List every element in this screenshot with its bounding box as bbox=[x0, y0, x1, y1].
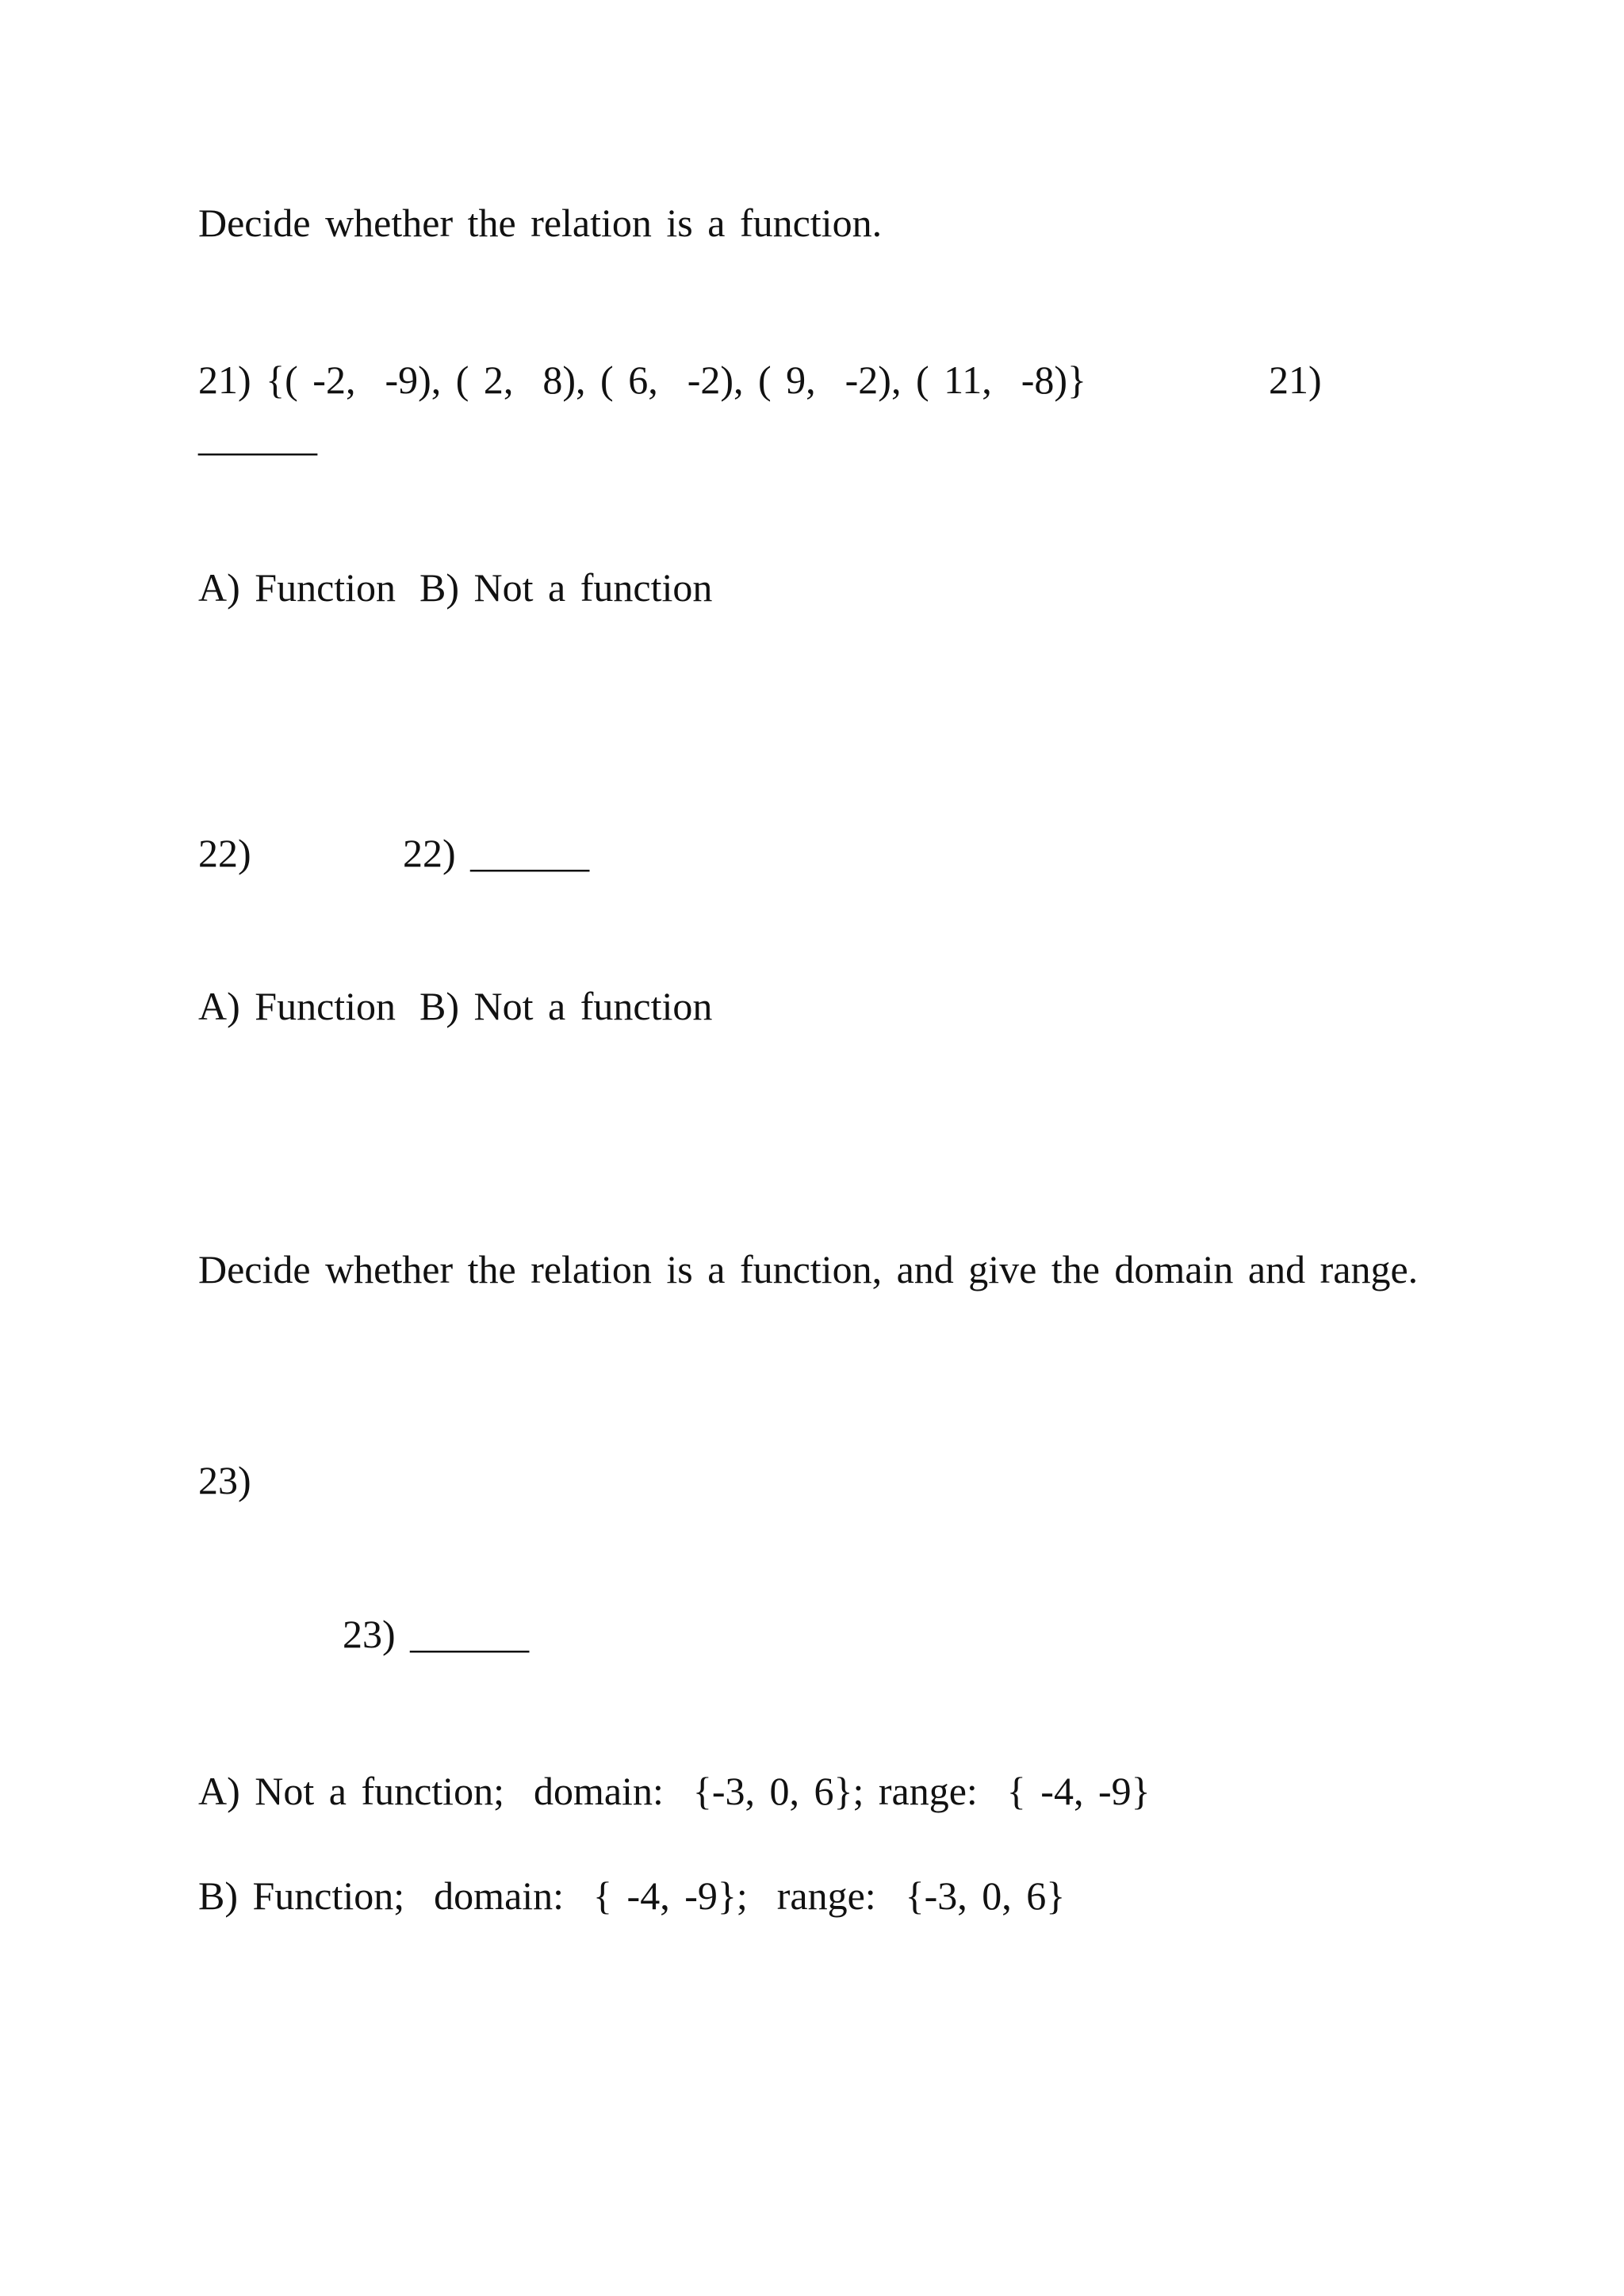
section-instructions: Decide whether the relation is a function, and give the domain and range. bbox=[198, 1247, 1419, 1292]
answer-blank: ______ bbox=[470, 831, 590, 875]
question-number: 23) bbox=[198, 1458, 251, 1502]
answer-options-22 bbox=[198, 982, 712, 1031]
option-b: B) Not a function bbox=[419, 984, 713, 1028]
answer-options-21 bbox=[198, 563, 712, 612]
option-a: A) Not a function; domain: {-3, 0, 6}; range: { -4, -9} bbox=[198, 1769, 1151, 1813]
option-a: A) Function bbox=[198, 984, 396, 1028]
option-b: B) Not a function bbox=[419, 565, 713, 610]
answer-label: 23) bbox=[343, 1612, 396, 1656]
answer-line-23 bbox=[343, 1609, 529, 1659]
option-b: B) Function; domain: { -4, -9}; range: {-3, 0, 6} bbox=[198, 1873, 1066, 1918]
section-instructions: Decide whether the relation is a function. bbox=[198, 201, 883, 245]
answer-line-22 bbox=[403, 828, 589, 878]
option-a: A) Function bbox=[198, 565, 396, 610]
question-number: 22) bbox=[198, 831, 251, 875]
answer-label: 22) bbox=[403, 831, 456, 875]
question-21 bbox=[198, 355, 1086, 404]
answer-label: 21) bbox=[1269, 358, 1322, 402]
relation-set: {( -2, -9), ( 2, 8), ( 6, -2), ( 9, -2), ( 11, -8)} bbox=[266, 358, 1087, 402]
answer-blank: ______ bbox=[410, 1612, 530, 1656]
question-number: 21) bbox=[198, 358, 251, 402]
answer-blank: ______ bbox=[198, 415, 317, 459]
